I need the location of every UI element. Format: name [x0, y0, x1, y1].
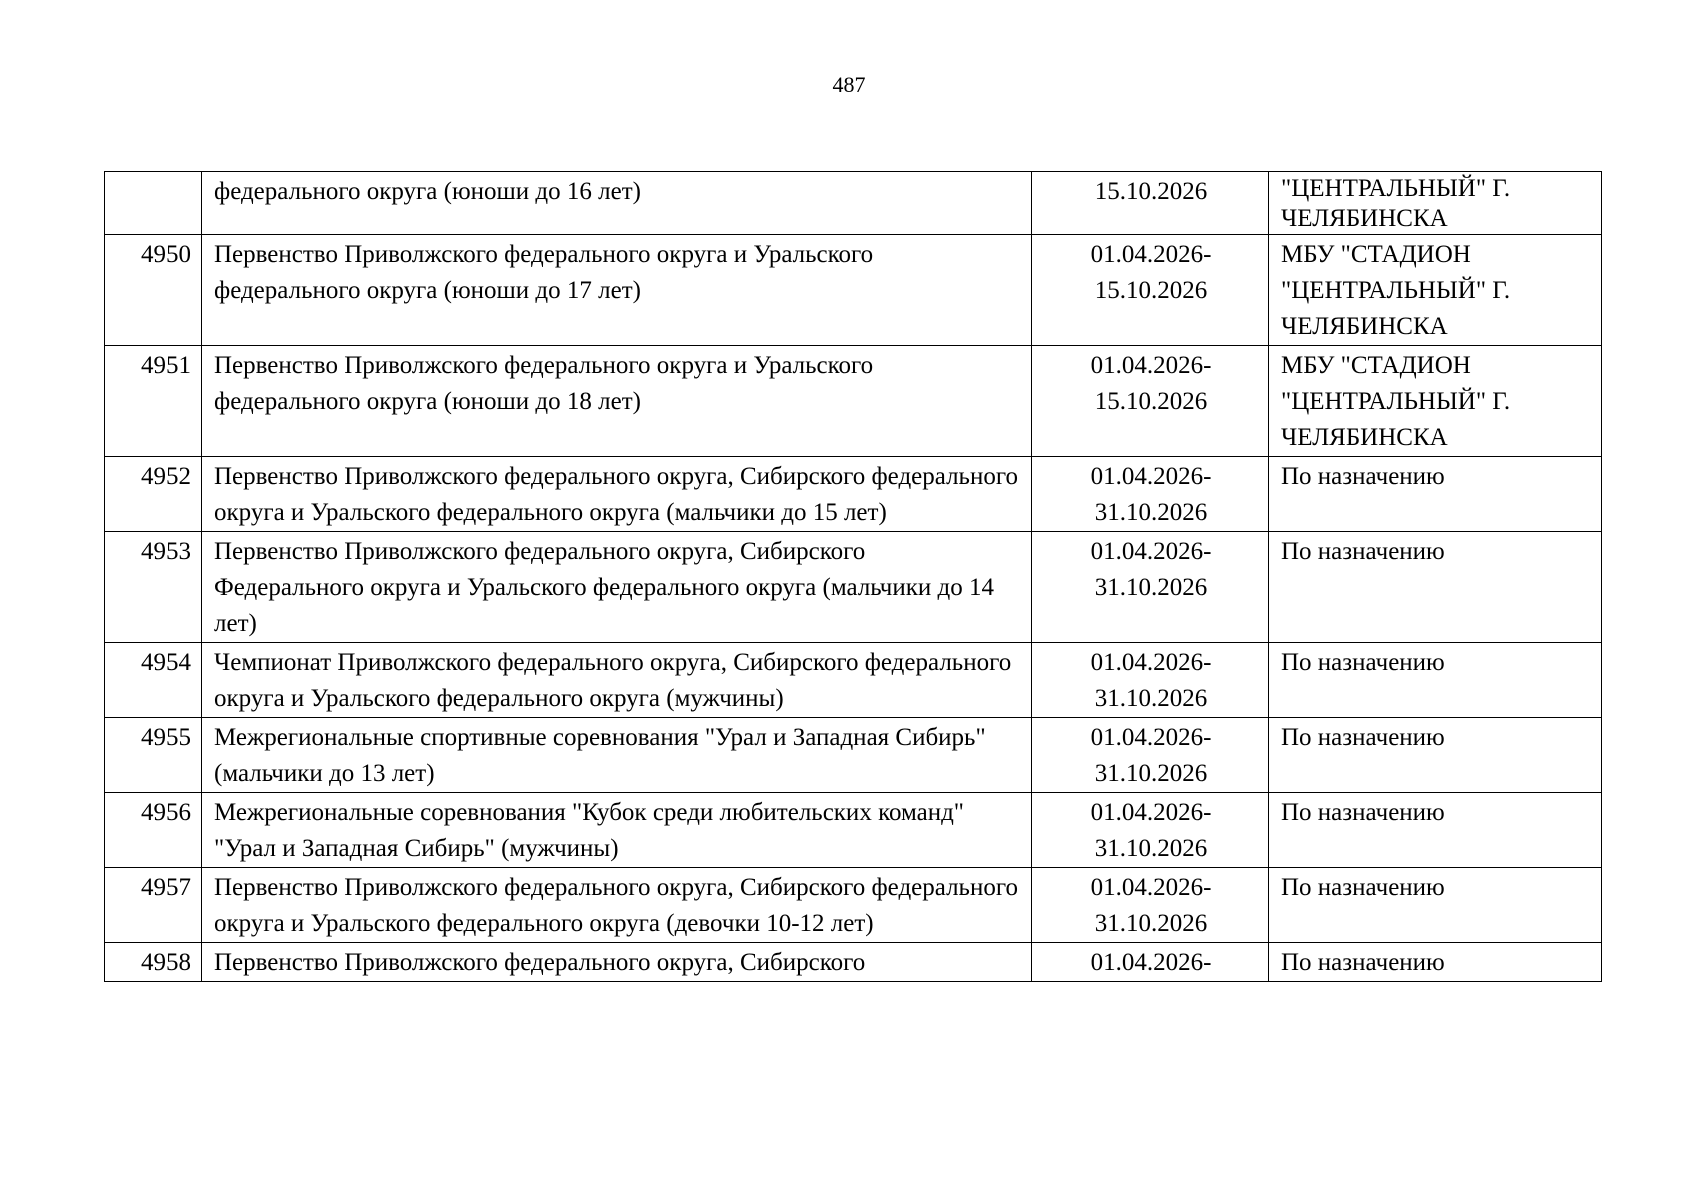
event-place: По назначению [1269, 943, 1602, 982]
row-number: 4958 [105, 943, 202, 982]
event-place: По назначению [1269, 532, 1602, 643]
row-number: 4954 [105, 643, 202, 718]
event-name: Первенство Приволжского федерального округа, Сибирского Федерального округа и Уральского федерального округа (мальчики до 14 лет) [202, 532, 1032, 643]
event-dates: 01.04.2026-31.10.2026 [1032, 643, 1269, 718]
table-row [105, 943, 1602, 982]
event-name: федерального округа (юноши до 16 лет) [202, 172, 1032, 235]
table-row [105, 718, 1602, 793]
event-name: Первенство Приволжского федерального округа, Сибирского федерального округа и Уральского федерального округа (девочки 10-12 лет) [202, 868, 1032, 943]
event-name: Первенство Приволжского федерального округа и Уральского федерального округа (юноши до 18 лет) [202, 346, 1032, 457]
row-number [105, 172, 202, 235]
table-row [105, 868, 1602, 943]
table-row [105, 172, 1602, 235]
event-name: Первенство Приволжского федерального округа, Сибирского [202, 943, 1032, 982]
table-row [105, 457, 1602, 532]
row-number: 4955 [105, 718, 202, 793]
event-place: "ЦЕНТРАЛЬНЫЙ" Г. ЧЕЛЯБИНСКА [1269, 172, 1602, 235]
event-place: МБУ "СТАДИОН "ЦЕНТРАЛЬНЫЙ" Г. ЧЕЛЯБИНСКА [1269, 346, 1602, 457]
table-row [105, 532, 1602, 643]
table-row [105, 235, 1602, 346]
event-dates: 01.04.2026-31.10.2026 [1032, 793, 1269, 868]
row-number: 4953 [105, 532, 202, 643]
event-dates: 15.10.2026 [1032, 172, 1269, 235]
row-number: 4952 [105, 457, 202, 532]
event-name: Первенство Приволжского федерального округа и Уральского федерального округа (юноши до 17 лет) [202, 235, 1032, 346]
event-name: Первенство Приволжского федерального округа, Сибирского федерального округа и Уральского федерального округа (мальчики до 15 лет) [202, 457, 1032, 532]
event-dates: 01.04.2026-15.10.2026 [1032, 235, 1269, 346]
event-dates: 01.04.2026-31.10.2026 [1032, 718, 1269, 793]
event-place: По назначению [1269, 457, 1602, 532]
table-row [105, 793, 1602, 868]
event-dates: 01.04.2026-31.10.2026 [1032, 457, 1269, 532]
table-row [105, 346, 1602, 457]
row-number: 4951 [105, 346, 202, 457]
event-place: По назначению [1269, 718, 1602, 793]
event-dates: 01.04.2026-31.10.2026 [1032, 868, 1269, 943]
table-row [105, 643, 1602, 718]
event-name: Межрегиональные спортивные соревнования "Урал и Западная Сибирь" (мальчики до 13 лет) [202, 718, 1032, 793]
event-place: МБУ "СТАДИОН "ЦЕНТРАЛЬНЫЙ" Г. ЧЕЛЯБИНСКА [1269, 235, 1602, 346]
row-number: 4950 [105, 235, 202, 346]
event-place: По назначению [1269, 793, 1602, 868]
events-table [104, 171, 1602, 982]
page-number: 487 [832, 72, 866, 97]
row-number: 4957 [105, 868, 202, 943]
event-dates: 01.04.2026-15.10.2026 [1032, 346, 1269, 457]
event-dates: 01.04.2026- [1032, 943, 1269, 982]
event-name: Межрегиональные соревнования "Кубок среди любительских команд" "Урал и Западная Сибирь" (мужчины) [202, 793, 1032, 868]
row-number: 4956 [105, 793, 202, 868]
event-place: По назначению [1269, 868, 1602, 943]
event-dates: 01.04.2026-31.10.2026 [1032, 532, 1269, 643]
event-name: Чемпионат Приволжского федерального округа, Сибирского федерального округа и Уральского федерального округа (мужчины) [202, 643, 1032, 718]
event-place: По назначению [1269, 643, 1602, 718]
